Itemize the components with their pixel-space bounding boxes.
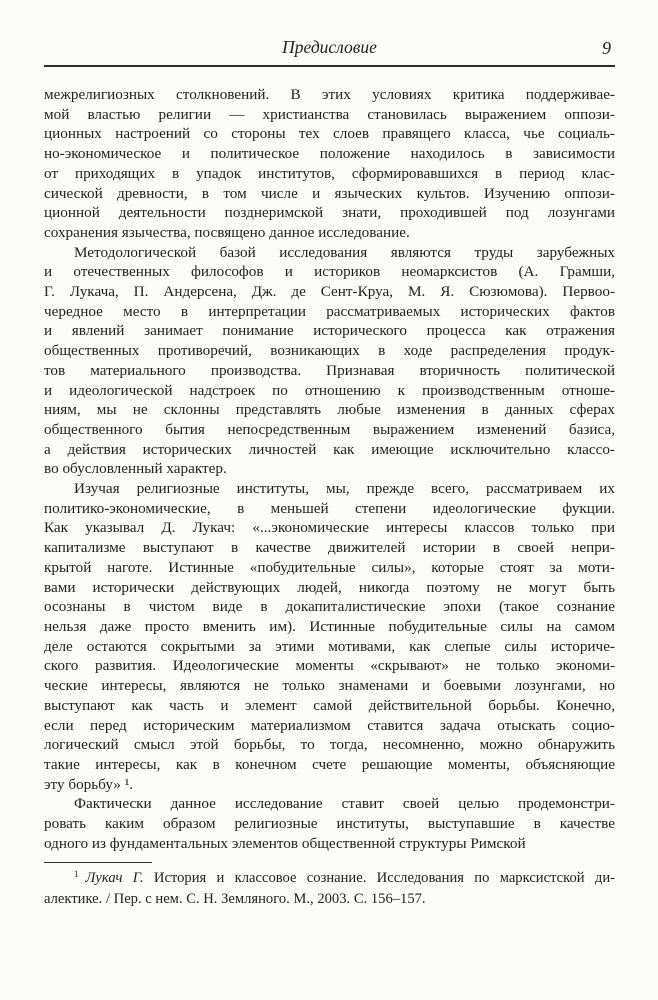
text-line: во обусловленный характер. [44,460,227,478]
text-line: капитализме выступают в качестве движителей истории в своей непри- [44,539,615,557]
text-line: и отечественных философов и историков неомарксистов (А. Грамши, [44,263,615,281]
paragraph [44,243,615,479]
text-line: выступают как часть и элемент самой действительной борьбы. Конечно, [44,696,615,714]
text-line: но-экономическое и политическое положение находилось в зависимости [44,145,615,163]
text-line: от приходящих в упадок институтов, сформировавшихся в период клас- [44,164,615,182]
paragraph [44,479,615,794]
text-line: тов материального производства. Признавая вторичность политической [44,361,615,379]
text-line: эту борьбу» ¹. [44,775,134,793]
text-line: политико-экономические, в меньшей степени идеологические фукции. [44,499,615,517]
text-line: а действия исторических личностей как имеющие исключительно классо- [44,440,615,458]
footnote-text: История и классовое сознание. Исследования по марксистской ди- [143,870,615,887]
text-line: Как указывал Д. Лукач: «...экономические интересы классов только при [44,519,615,537]
footnote-marker: 1 [74,868,79,879]
text-line: ционных настроений со стороны тех слоев правящего класса, чье социаль- [44,125,615,143]
footnote [44,862,615,909]
text-line: Г. Лукача, П. Андерсена, Дж. де Сент-Круа, М. Я. Сюзюмова). Первоо- [44,283,615,301]
footnote-author: Лукач Г. [85,870,144,887]
text-line: Методологической базой исследования являются труды зарубежных [74,243,615,261]
text-line: такие интересы, как в конечном счете решающие моменты, объясняющие [44,755,615,773]
footnote-line [44,868,615,889]
text-line: чередное место в интерпретации рассматриваемых исторических фактов [44,302,615,320]
page-body [44,85,615,853]
text-line: общественного бытия непосредственным выражением изменений базиса, [44,420,615,438]
paragraph [44,85,615,243]
text-line: сической древности, в том числе и языческих культов. Изучению оппози- [44,184,615,202]
text-line: деле остаются сокрытыми за этими мотивами, как слепые силы историче- [44,637,615,655]
text-line: и явлений занимает понимание исторического процесса как отражения [44,322,615,340]
text-line: межрелигиозных столкновений. В этих условиях критика поддерживае- [44,86,615,103]
text-line: сохранения язычества, посвящено данное исследование. [44,223,410,241]
footnote-line: алектике. / Пер. с нем. С. Н. Земляного. М., 2003. С. 156–157. [44,891,426,908]
text-line: логический смысл этой борьбы, то тогда, несомненно, можно обнаружить [44,736,615,754]
text-line: Изучая религиозные институты, мы, прежде всего, рассматриваем их [74,480,615,498]
text-line: общественных противоречий, возникающих в ходе распределения продук- [44,342,615,360]
text-line: одного из фундаментальных элементов общественной структуры Римской [44,834,526,852]
text-line: ниям, мы не склонны представлять любые изменения в данных сферах [44,401,615,419]
page-title: Предисловие [282,37,377,57]
text-line: мой властью религии — христианства становилась выражением оппози- [44,105,615,123]
paragraph [44,794,615,853]
running-head [44,36,615,61]
text-line: ровать каким образом религиозные институты, выступавшие в качестве [44,815,615,833]
text-line: нельзя даже просто вменить им). Истинные побудительные силы на самом [44,617,615,635]
header-rule [44,65,615,67]
text-line: если перед историческим материализмом ставится задача отыскать социо- [44,716,615,734]
text-line: крытой наготе. Истинные «побудительные силы», которые стоят за моти- [44,558,615,576]
text-line: осознаны в чистом виде в докапиталистические эпохи (такое сознание [44,598,615,616]
text-line: и идеологической надстроек по отношению к производственным отноше- [44,381,615,399]
page-number: 9 [602,38,611,58]
text-line: ческие интересы, являются не только знаменами и боевыми лозунгами, но [44,677,615,695]
text-line: Фактически данное исследование ставит своей целью продемонстри- [74,795,615,813]
text-line: ционной деятельности позднеримской знати, проходившей под лозунгами [44,204,615,222]
text-line: ского развития. Идеологические моменты «скрывают» не только экономи- [44,657,615,675]
footnote-rule [44,862,152,863]
text-line: вами исторически действующих людей, никогда поэтому не могут быть [44,578,615,596]
